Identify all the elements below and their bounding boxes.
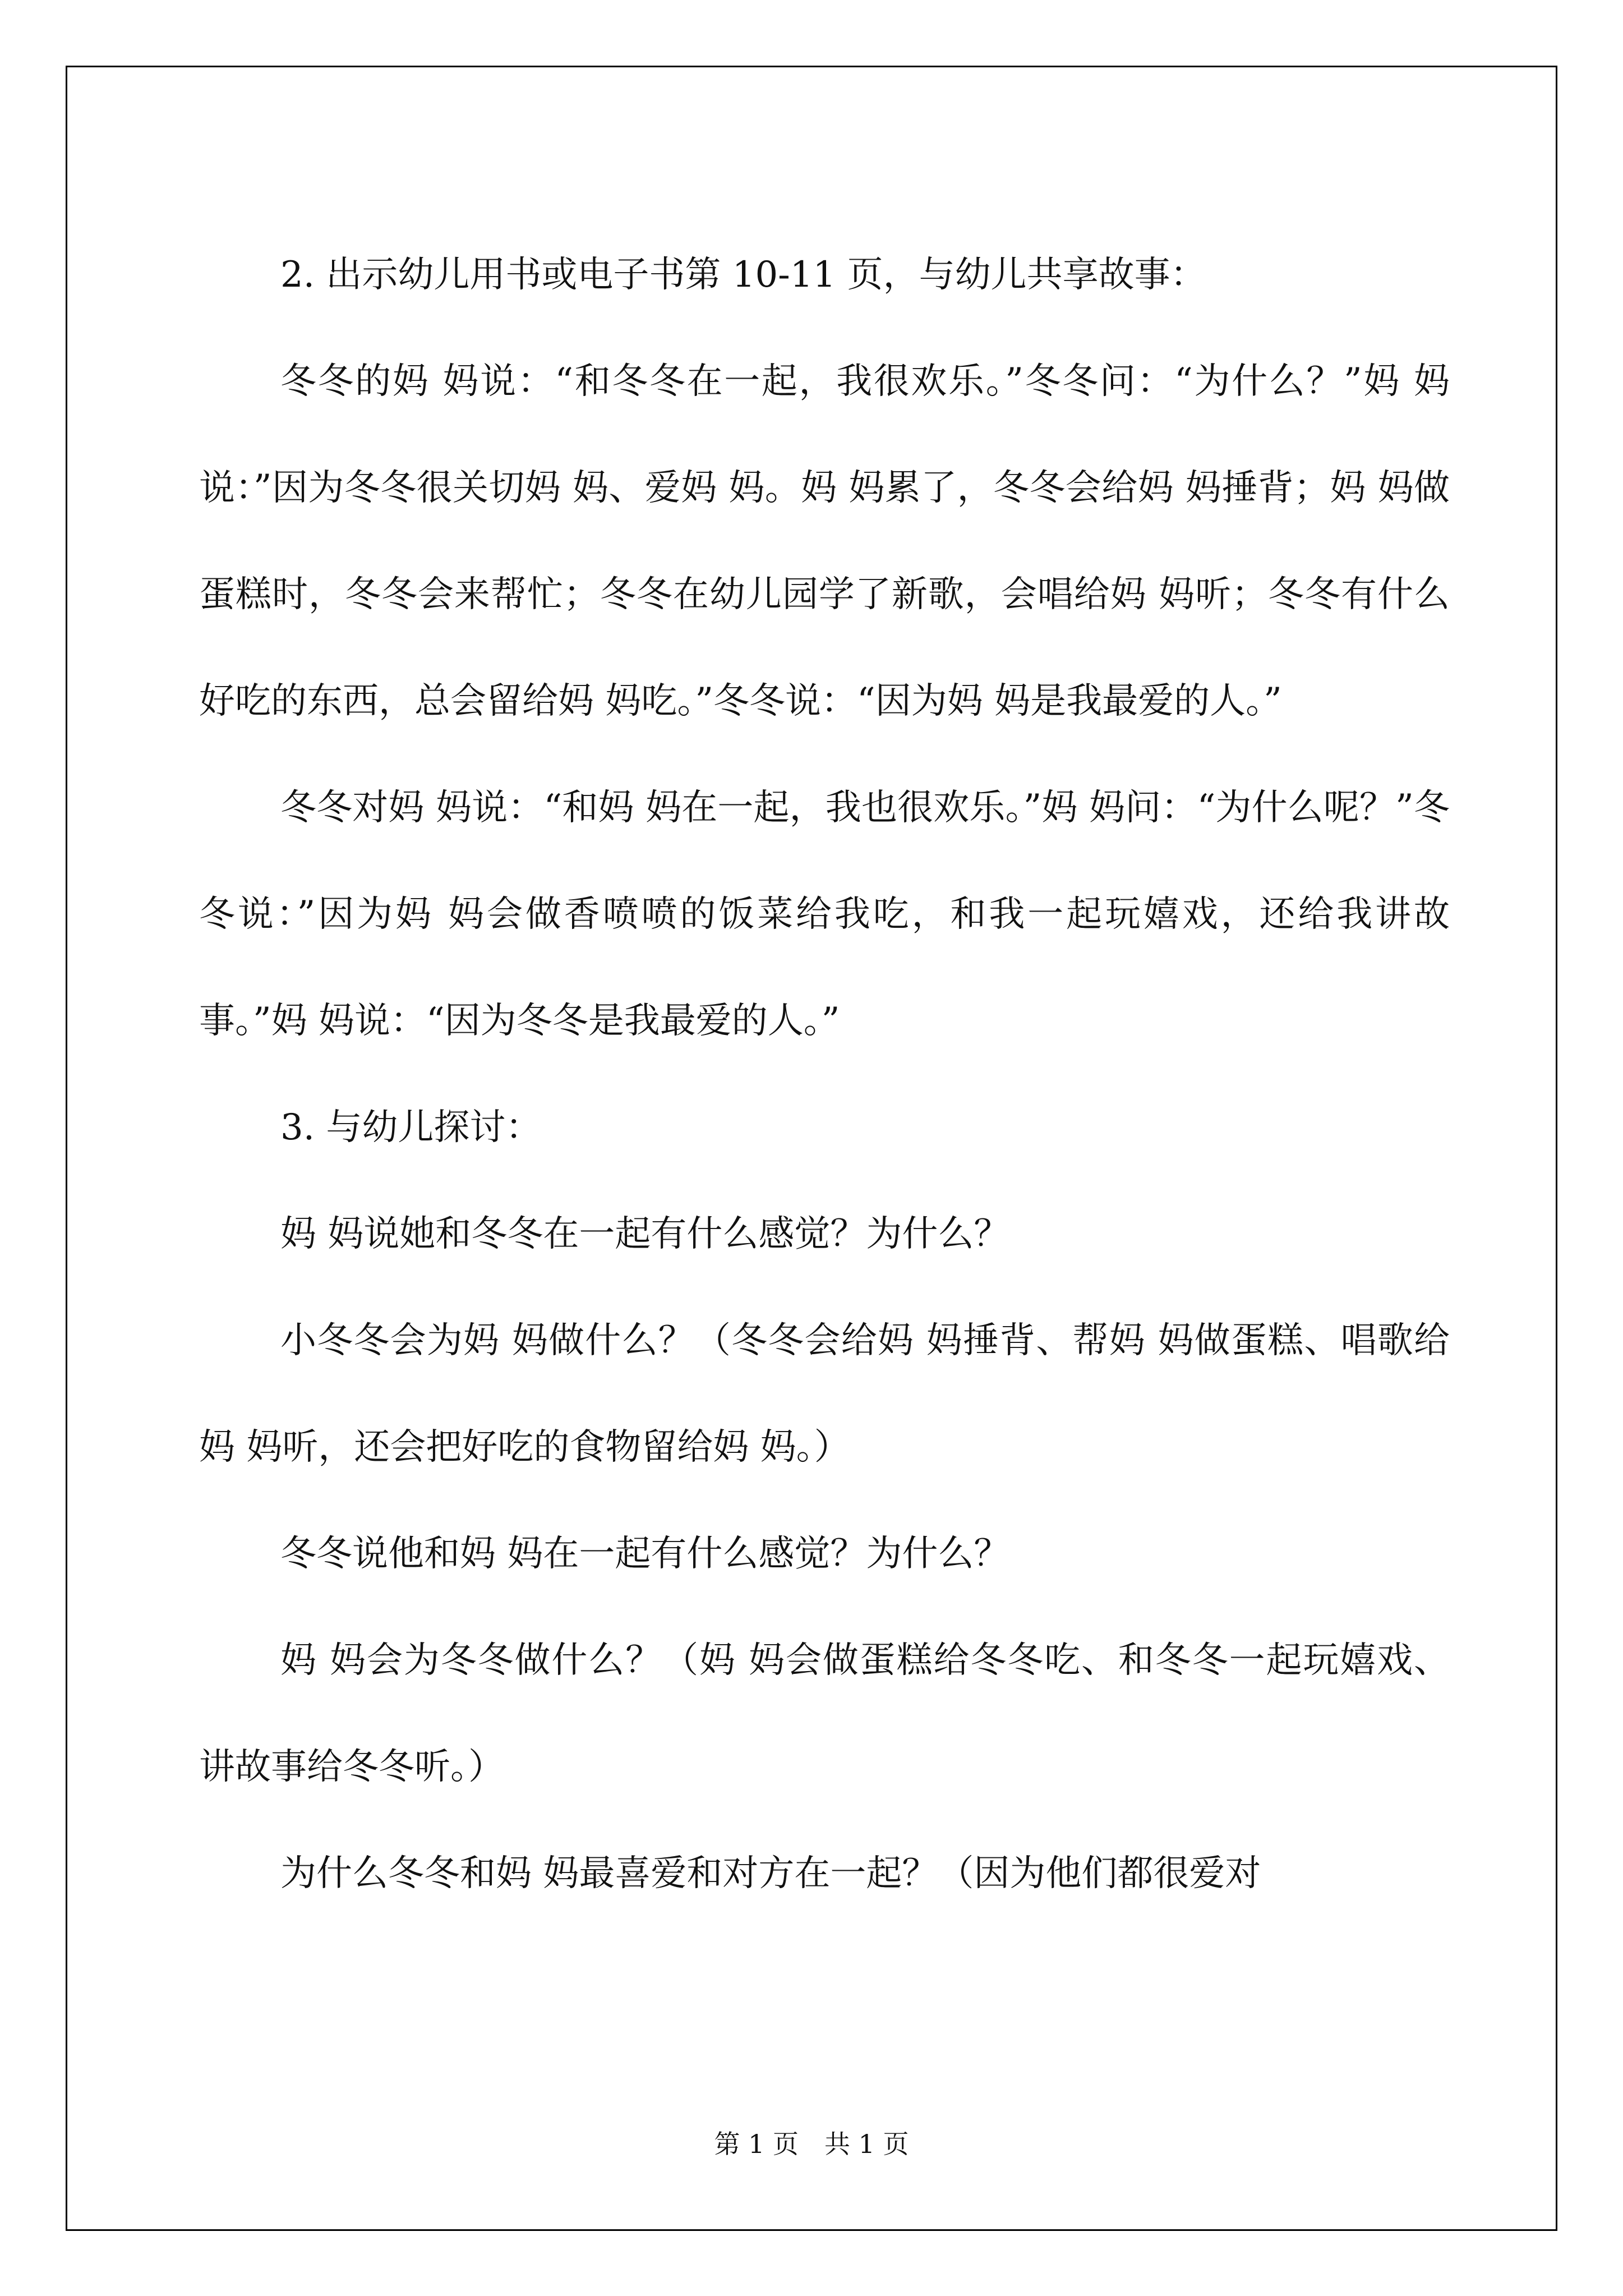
page-number-footer: 第 1 页 共 1 页 bbox=[714, 2129, 909, 2159]
paragraph-3: 冬冬对妈 妈说：“和妈 妈在一起，我也很欢乐。”妈 妈问：“为什么呢？”冬冬说：”因为妈 妈会做香喷喷的饭菜给我吃，和我一起玩嬉戏，还给我讲故事。”妈 妈说：“因为冬冬是我最爱的人。” bbox=[199, 787, 1450, 1042]
paragraph-1: 2. 出示幼儿用书或电子书第 10-11 页，与幼儿共享故事： bbox=[280, 254, 1206, 296]
document-body bbox=[199, 222, 1450, 1927]
paragraph-5: 妈 妈说她和冬冬在一起有什么感觉？为什么？ bbox=[280, 1213, 1010, 1255]
paragraph-6: 小冬冬会为妈 妈做什么？（冬冬会给妈 妈捶背、帮妈 妈做蛋糕、唱歌给妈 妈听，还会把好吃的食物留给妈 妈。） bbox=[199, 1320, 1450, 1468]
paragraph-9: 为什么冬冬和妈 妈最喜爱和对方在一起？（因为他们都很爱对 bbox=[280, 1853, 1261, 1894]
paragraph-4: 3. 与幼儿探讨： bbox=[280, 1107, 542, 1148]
paragraph-8: 妈 妈会为冬冬做什么？（妈 妈会做蛋糕给冬冬吃、和冬冬一起玩嬉戏、讲故事给冬冬听。） bbox=[199, 1640, 1450, 1788]
paragraph-2: 冬冬的妈 妈说：“和冬冬在一起，我很欢乐。”冬冬问：“为什么？”妈 妈说：”因为冬冬很关切妈 妈、爱妈 妈。妈 妈累了，冬冬会给妈 妈捶背；妈 妈做蛋糕时，冬冬会来帮忙；冬冬在幼儿园学了新歌，会唱给妈 妈听；冬冬有什么好吃的东西，总会留给妈 妈吃。”冬冬说：“因为妈 妈是我最爱的人。” bbox=[199, 361, 1450, 722]
paragraph-7: 冬冬说他和妈 妈在一起有什么感觉？为什么？ bbox=[280, 1533, 1010, 1575]
